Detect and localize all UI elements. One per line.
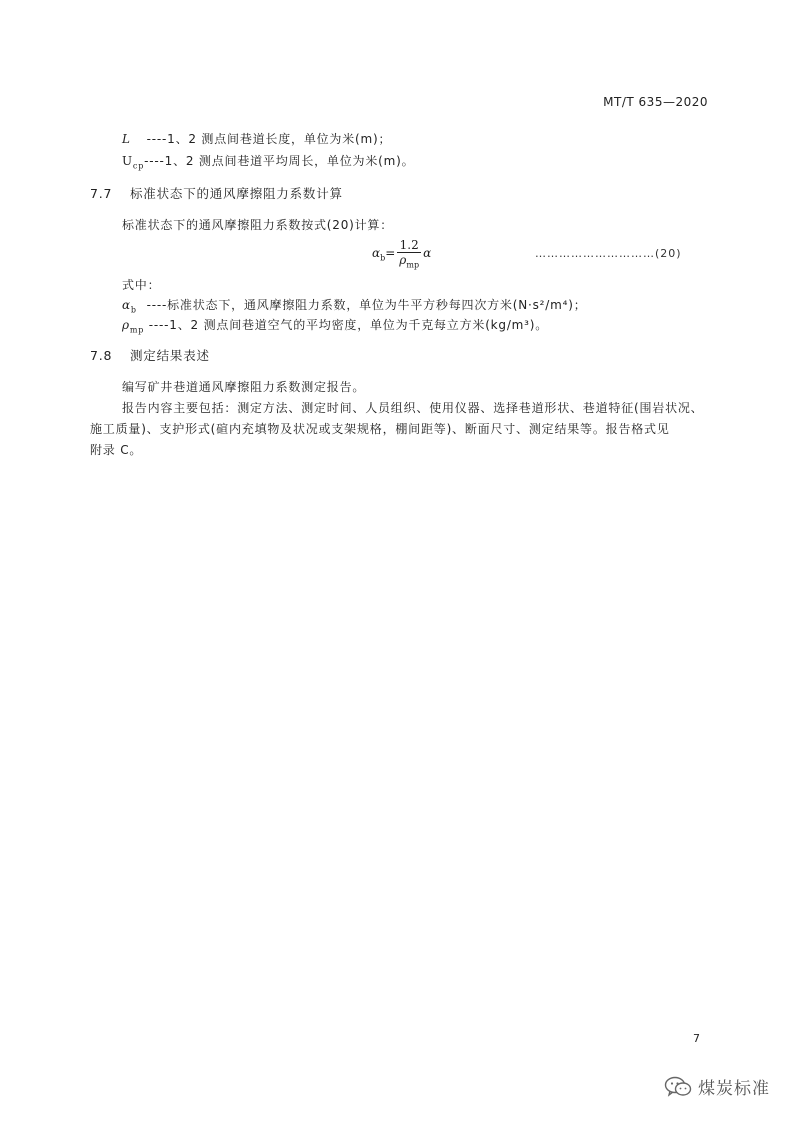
where-label: 式中： [122,278,161,292]
equation-number: …………………………(20) [535,247,682,260]
symbol-ucp: $U_{cp}$ [122,154,145,171]
section-heading-7-8 [90,346,210,364]
section-number: 7.8 [90,348,113,363]
formula-equals: = [385,246,396,261]
paragraph-2-line-2: 施工质量)、支护形式(碹内充填物及状况或支架规格，棚间距等)、断面尺寸、测定结果等。报告格式见 [90,422,670,436]
section-title: 测定结果表述 [130,348,210,363]
section-title: 标准状态下的通风摩擦阻力系数计算 [130,186,343,201]
section-intro: 标准状态下的通风摩擦阻力系数按式(20)计算： [122,218,394,232]
paragraph-2-line-3: 附录 C。 [90,443,143,457]
watermark-text: 煤炭标准 [698,1079,770,1099]
formula-numerator: 1.2 [397,238,421,253]
formula-denominator: $\rho_{mp}$ [399,253,420,270]
formula-rhs: α [423,246,432,261]
definition-text: ----1、2 测点间巷道长度，单位为米(m)； [142,132,392,146]
definition-l [122,130,391,148]
wechat-icon [664,1076,692,1098]
page-number: 7 [693,1032,700,1045]
definition-text: ----标准状态下，通风摩擦阻力系数，单位为牛平方秒每四次方米(N·s²/m⁴)； [142,298,587,312]
paragraph-1: 编写矿井巷道通风摩擦阻力系数测定报告。 [122,380,366,394]
definition-rho-mp [122,316,548,334]
symbol-rho-mp: $\rho_{mp}$ [122,318,145,335]
definition-text: ----1、2 测点间巷道平均周长，单位为米(m)。 [144,154,415,168]
section-heading-7-7 [90,184,343,202]
definition-ucp [122,152,414,170]
section-number: 7.7 [90,186,113,201]
formula-fraction [397,238,421,269]
symbol-l: L [122,132,131,146]
formula-lhs: $\alpha_b$ [372,246,386,263]
symbol-alpha-b: $\alpha_b$ [122,298,137,315]
watermark [664,1074,770,1099]
definition-text: ----1、2 测点间巷道空气的平均密度，单位为千克每立方米(kg/m³)。 [144,318,549,332]
definition-alpha-b [122,296,587,314]
standard-code: MT/T 635—2020 [603,95,708,109]
formula-20 [372,238,431,269]
paragraph-2-line-1: 报告内容主要包括：测定方法、测定时间、人员组织、使用仪器、选择巷道形状、巷道特征(围岩状况、 [122,401,704,415]
